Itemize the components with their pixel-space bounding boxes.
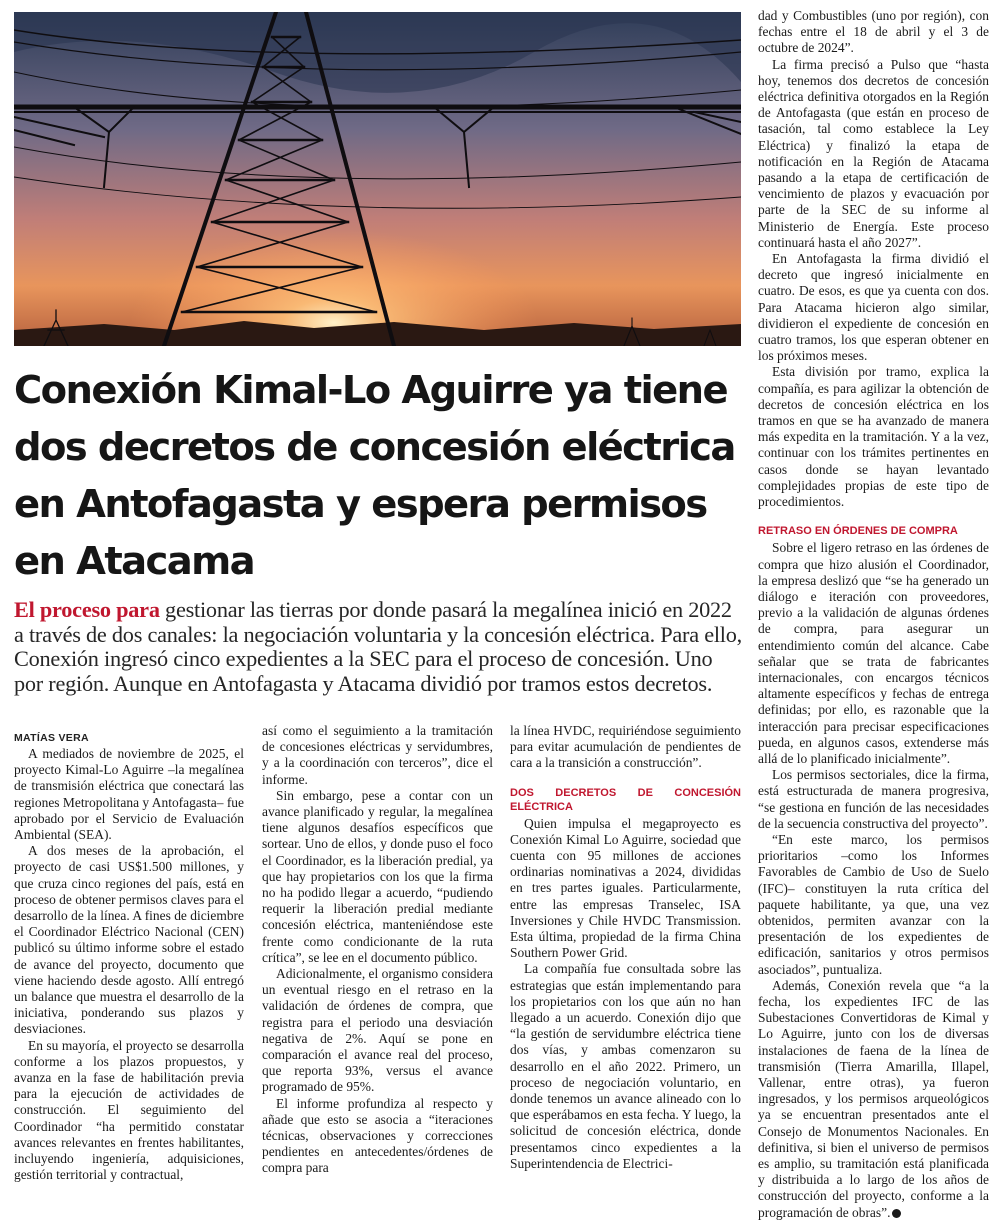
byline: MATÍAS VERA: [14, 732, 89, 744]
lead-kicker: El proceso para: [14, 597, 160, 622]
body-paragraph: En su mayoría, el proyecto se desarrolla conforme a los plazos propuestos, y avanza en la fase de habilitación previa para la ejecución de actividades de construcción. El seguimiento del Coordinador “ha permitido constatar avances relevantes en frentes habilitantes, incluyendo ingeniería, adquisiciones, gestión territorial y contractual,: [14, 1037, 244, 1183]
section-subhead: RETRASO EN ÓRDENES DE COMPRA: [758, 525, 958, 538]
hero-photo: [14, 12, 741, 346]
body-paragraph: Sobre el ligero retraso en las órdenes de compra que hizo alusión el Coordinador, la empresa deslizó que “se ha generado un diálogo e iteración con proveedores, previo a la validación de algunas órdenes de compra, para asegurar un entendimiento común del alcance. Cabe señalar que se trata de fabricantes internacionales, con encargos técnicos altamente específicos y fechas de entrega definidas; por ello, es razonable que la interacción para precisar especificaciones pueda, en algunos casos, extenderse más allá de lo planificado inicialmente”.: [758, 540, 989, 766]
body-paragraph: Adicionalmente, el organismo considera un eventual riesgo en el retraso en la validación de órdenes de compra, que registra para el periodo una desviación negativa de 2%. Aquí se pone en comparación el avance real del proceso, que reporta 93%, versus el avance programado de 95%.: [262, 966, 493, 1095]
article-column-4: [758, 8, 989, 1221]
article-column-1: [14, 730, 244, 1183]
body-paragraph: Los permisos sectoriales, dice la firma, está estructurada de manera progresiva, “se gestiona en función de las necesidades de la secuencia constructiva del proyecto”.: [758, 767, 989, 831]
body-paragraph: En Antofagasta la firma dividió el decreto que ingresó inicialmente en cuatro. De esos, es que ya cuenta con dos. Para Atacama hicieron algo similar, dividieron el expediente de concesión en cuatro tramos, los que esperan obtener en los próximos meses.: [758, 251, 989, 364]
body-paragraph: Quien impulsa el megaproyecto es Conexión Kimal Lo Aguirre, sociedad que cuenta con 95 millones de acciones ordinarias nominativas a 2024, divididas en tres partes iguales. Particularmente, entre las empresas Transelec, ISA Inversiones y Chile HVDC Transmission. Esta última, propiedad de la firma China Southern Power Grid.: [510, 815, 741, 961]
article-column-3: [510, 723, 741, 1172]
body-paragraph: dad y Combustibles (uno por región), con fechas entre el 18 de abril y el 3 de octubre de 2024”.: [758, 8, 989, 56]
body-paragraph: A dos meses de la aprobación, el proyecto de casi US$1.500 millones, y que cruza cinco regiones del país, está en proceso de obtener permisos claves para el desarrollo de la línea. A fines de diciembre el Coordinador Eléctrico Nacional (CEN) publicó su último informe sobre el estado de avance del proyecto, documento que viene haciendo desde agosto. Allí entregó un balance que muestra el desarrollo de la iniciativa, ponderando sus plazos y desviaciones.: [14, 843, 244, 1037]
lead-paragraph: [14, 598, 742, 696]
body-paragraph: [758, 978, 989, 1221]
article-column-2: [262, 723, 493, 1177]
lead-text: gestionar las tierras por donde pasará la megalínea inició en 2022 a través de dos canales: la negociación voluntaria y la concesión eléctrica. Para ello, Conexión ingresó cinco expedientes a la SEC para el proceso de concesión. Uno por región. Aunque en Antofagasta y Atacama dividió por tramos estos decretos.: [14, 597, 742, 696]
headline: Conexión Kimal-Lo Aguirre ya tiene dos decretos de concesión eléctrica en Antofagasta y espera permisos en Atacama: [14, 368, 735, 584]
transmission-tower-illustration: [14, 12, 741, 346]
body-paragraph: El informe profundiza al respecto y añade que esto se asocia a “iteraciones técnicas, observaciones y correcciones pendientes en antecedentes/órdenes de compra para: [262, 1095, 493, 1176]
end-mark-icon: P: [892, 1209, 901, 1218]
body-paragraph: La compañía fue consultada sobre las estrategias que están implementando para los propietarios con los que aún no han llegado a un acuerdo. Conexión dijo que “la gestión de servidumbre eléctrica tiene dos vías, y ambas comenzaron su desarrollo en el año 2022. Primero, un proceso de negociación voluntario, en donde tenemos un avance alineado con lo que esperábamos en esta fecha. Y luego, la solicitud de concesión eléctrica, donde presentamos cinco expedientes a la Superintendencia de Electrici-: [510, 961, 741, 1171]
body-paragraph: Sin embargo, pese a contar con un avance planificado y regular, la megalínea tiene algunos desafíos específicos que sortear. Uno de ellos, y donde puso el foco el Coordinador, es la liberación predial, ya que hay propietarios con los que la firma no ha podido llegar a acuerdo, “pudiendo requerir la liberación predial mediante concesión eléctrica, manteniéndose este frente como condicionante de la ruta crítica”, se lee en el documento público.: [262, 787, 493, 965]
body-paragraph: la línea HVDC, requiriéndose seguimiento para evitar acumulación de pendientes de cara a la transición a construcción”.: [510, 723, 741, 771]
body-paragraph: Esta división por tramo, explica la compañía, es para agilizar la obtención de decretos de concesión eléctrica en los tramos en que se ha avanzado de manera más expedita en la tramitación. Y a la vez, continuar con los trámites pertinentes en casos donde se hayan levantado complejidades propias de este tipo de procedimientos.: [758, 364, 989, 510]
body-paragraph: A mediados de noviembre de 2025, el proyecto Kimal-Lo Aguirre –la megalínea de transmisión eléctrica que conectará las regiones Metropolitana y Antofagasta– fue aprobado por el Servicio de Evaluación Ambiental (SEA).: [14, 746, 244, 843]
body-paragraph: La firma precisó a Pulso que “hasta hoy, tenemos dos decretos de concesión eléctrica definitiva otorgados en la Región de Antofagasta (que están en proceso de tasación, tal como establece la Ley Eléctrica) y finalizó la etapa de notificación en la Región de Atacama pasando a la etapa de certificación de vencimiento de plazos y evacuación por parte de la SEC de su informe al Ministerio de Energía. Este proceso continuará hasta el año 2027”.: [758, 56, 989, 250]
section-subhead: DOS DECRETOS DE CONCESIÓN ELÉCTRICA: [510, 786, 741, 813]
body-paragraph: así como el seguimiento a la tramitación de concesiones eléctricas y servidumbres, y a la coordinación con terceros”, dice el informe.: [262, 723, 493, 787]
body-paragraph: “En este marco, los permisos prioritarios –como los Informes Favorables de Cambio de Uso de Suelo (IFC)– constituyen la ruta crítica del paquete habilitante, ya que, una vez obtenidos, permiten avanzar con la presentación de los expedientes de edificación, sanitarios y otros permisos asociados”, puntualiza.: [758, 831, 989, 977]
closing-text: Además, Conexión revela que “a la fecha, los expedientes IFC de las Subestaciones Convertidoras de Kimal y Lo Aguirre, junto con los de diversas instalaciones de faena de la línea de transmisión (Tierra Amarilla, Illapel, Vallenar, entre otras), ya fueron ingresados, y los permisos arqueológicos ya se encuentran presentados ante el Consejo de Monumentos Nacionales. En definitiva, si bien el universo de permisos es amplio, su tramitación está planificada y distribuida a lo largo de los años de construcción del proyecto, conforme a la programación de obras”.: [758, 977, 989, 1220]
